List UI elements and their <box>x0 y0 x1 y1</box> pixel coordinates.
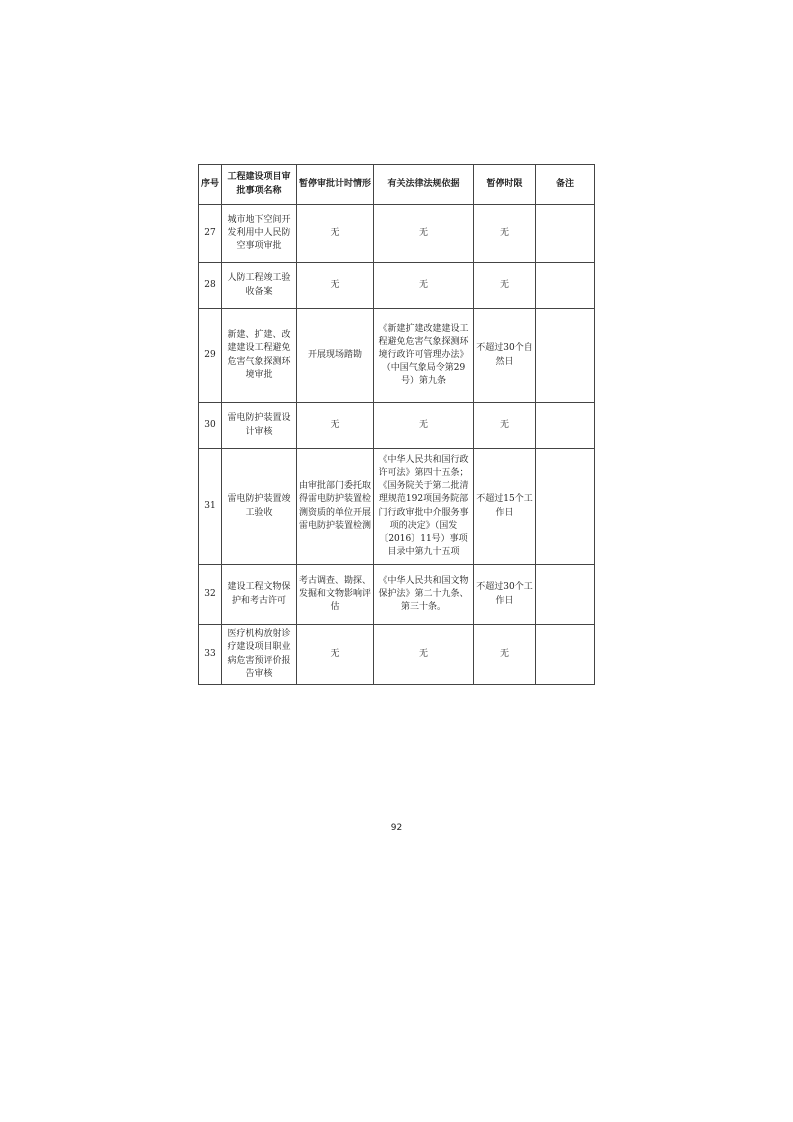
row-condition: 无 <box>297 403 374 449</box>
table-row <box>199 565 595 625</box>
header-legal-basis: 有关法律法规依据 <box>374 165 474 205</box>
row-number: 30 <box>199 403 222 449</box>
row-item-name: 建设工程文物保护和考古许可 <box>222 565 297 625</box>
header-serial: 序号 <box>199 165 222 205</box>
row-item-name: 人防工程竣工验收备案 <box>222 263 297 309</box>
row-number: 31 <box>199 449 222 565</box>
table-row <box>199 205 595 263</box>
table-header-row <box>199 165 595 205</box>
page-number: 92 <box>390 823 403 833</box>
row-time-limit: 无 <box>474 403 536 449</box>
table-row <box>199 263 595 309</box>
row-item-name: 雷电防护装置设计审核 <box>222 403 297 449</box>
header-time-limit: 暂停时限 <box>474 165 536 205</box>
row-legal-basis: 无 <box>374 263 474 309</box>
table-row <box>199 403 595 449</box>
row-condition: 无 <box>297 625 374 685</box>
row-legal-basis: 无 <box>374 205 474 263</box>
row-legal-basis: 无 <box>374 625 474 685</box>
row-time-limit: 无 <box>474 263 536 309</box>
row-number: 27 <box>199 205 222 263</box>
table-row <box>199 449 595 565</box>
row-time-limit: 无 <box>474 625 536 685</box>
row-remarks <box>536 565 595 625</box>
row-condition: 无 <box>297 263 374 309</box>
header-item-name: 工程建设项目审批事项名称 <box>222 165 297 205</box>
row-remarks <box>536 309 595 403</box>
table-row <box>199 625 595 685</box>
row-item-name: 雷电防护装置竣工验收 <box>222 449 297 565</box>
row-time-limit: 不超过15个工作日 <box>474 449 536 565</box>
row-time-limit: 不超过30个工作日 <box>474 565 536 625</box>
row-condition: 无 <box>297 205 374 263</box>
row-item-name: 医疗机构放射诊疗建设项目职业病危害预评价报告审核 <box>222 625 297 685</box>
row-time-limit: 不超过30个自然日 <box>474 309 536 403</box>
row-number: 28 <box>199 263 222 309</box>
row-legal-basis: 《新建扩建改建建设工程避免危害气象探测环境行政许可管理办法》（中国气象局令第29号）第九条 <box>374 309 474 403</box>
row-remarks <box>536 625 595 685</box>
row-remarks <box>536 403 595 449</box>
header-remarks: 备注 <box>536 165 595 205</box>
row-number: 32 <box>199 565 222 625</box>
row-time-limit: 无 <box>474 205 536 263</box>
row-remarks <box>536 449 595 565</box>
header-suspension-condition: 暂停审批计时情形 <box>297 165 374 205</box>
row-legal-basis: 《中华人民共和国行政许可法》第四十五条；《国务院关于第二批清理规范192项国务院部门行政审批中介服务事项的决定》（国发〔2016〕11号）事项目录中第九十五项 <box>374 449 474 565</box>
row-number: 29 <box>199 309 222 403</box>
row-condition: 由审批部门委托取得雷电防护装置检测资质的单位开展雷电防护装置检测 <box>297 449 374 565</box>
row-number: 33 <box>199 625 222 685</box>
row-legal-basis: 《中华人民共和国文物保护法》第二十九条、第三十条。 <box>374 565 474 625</box>
row-legal-basis: 无 <box>374 403 474 449</box>
row-item-name: 新建、扩建、改建建设工程避免危害气象探测环境审批 <box>222 309 297 403</box>
row-remarks <box>536 205 595 263</box>
row-condition: 考古调查、勘探、发掘和文物影响评估 <box>297 565 374 625</box>
approval-table <box>198 164 595 685</box>
row-remarks <box>536 263 595 309</box>
table-row <box>199 309 595 403</box>
row-item-name: 城市地下空间开发利用中人民防空事项审批 <box>222 205 297 263</box>
row-condition: 开展现场踏勘 <box>297 309 374 403</box>
